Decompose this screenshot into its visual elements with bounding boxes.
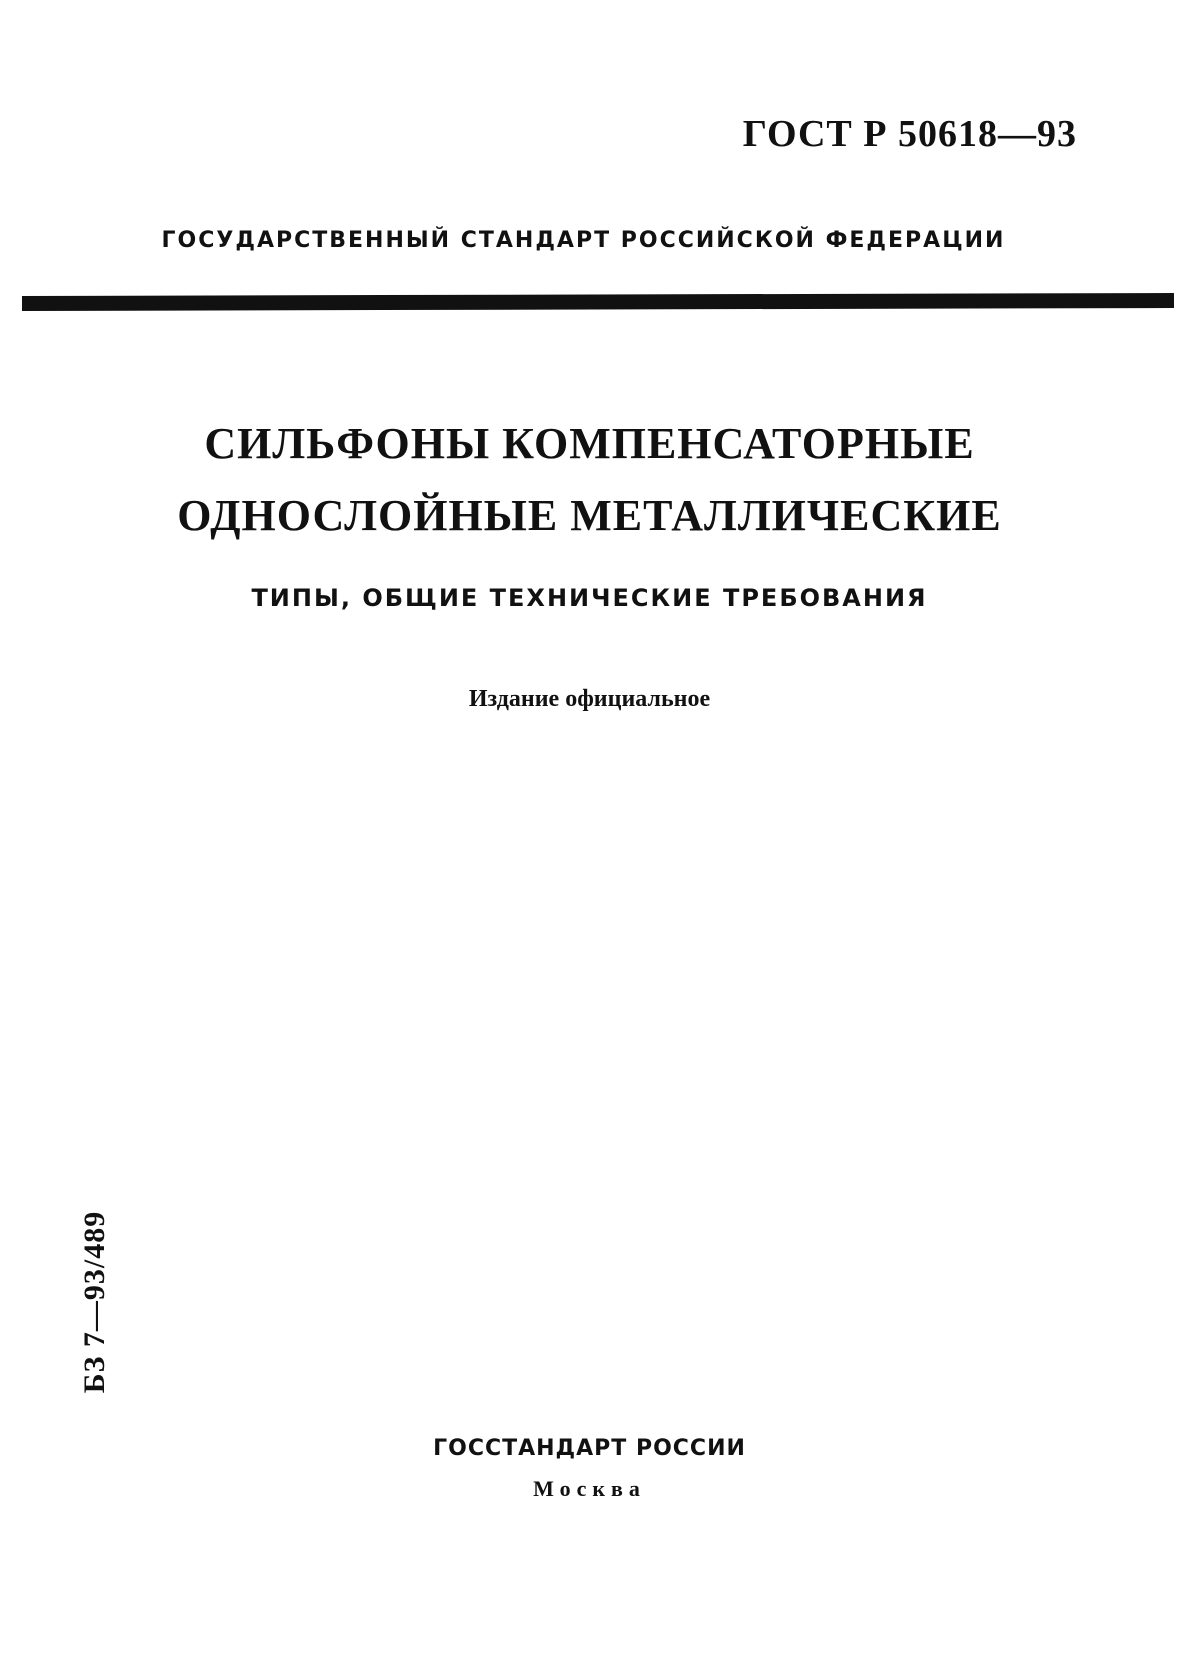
publication-city: Москва [533, 1476, 646, 1501]
edition-label: Издание официальное [468, 686, 711, 712]
subtitle: ТИПЫ, ОБЩИЕ ТЕХНИЧЕСКИЕ ТРЕБОВАНИЯ [251, 584, 928, 612]
title-line-1: СИЛЬФОНЫ КОМПЕНСАТОРНЫЕ [204, 419, 975, 468]
publisher: ГОССТАНДАРТ РОССИИ [433, 1436, 746, 1461]
title-line-2: ОДНОСЛОЙНЫЕ МЕТАЛЛИЧЕСКИЕ [177, 491, 1002, 540]
gost-number: ГОСТ Р 50618—93 [742, 113, 1077, 155]
side-code: БЗ 7—93/489 [78, 1210, 111, 1394]
horizontal-rule [22, 293, 1174, 311]
state-standard-heading: ГОСУДАРСТВЕННЫЙ СТАНДАРТ РОССИЙСКОЙ ФЕДЕРАЦИИ [161, 228, 1006, 253]
